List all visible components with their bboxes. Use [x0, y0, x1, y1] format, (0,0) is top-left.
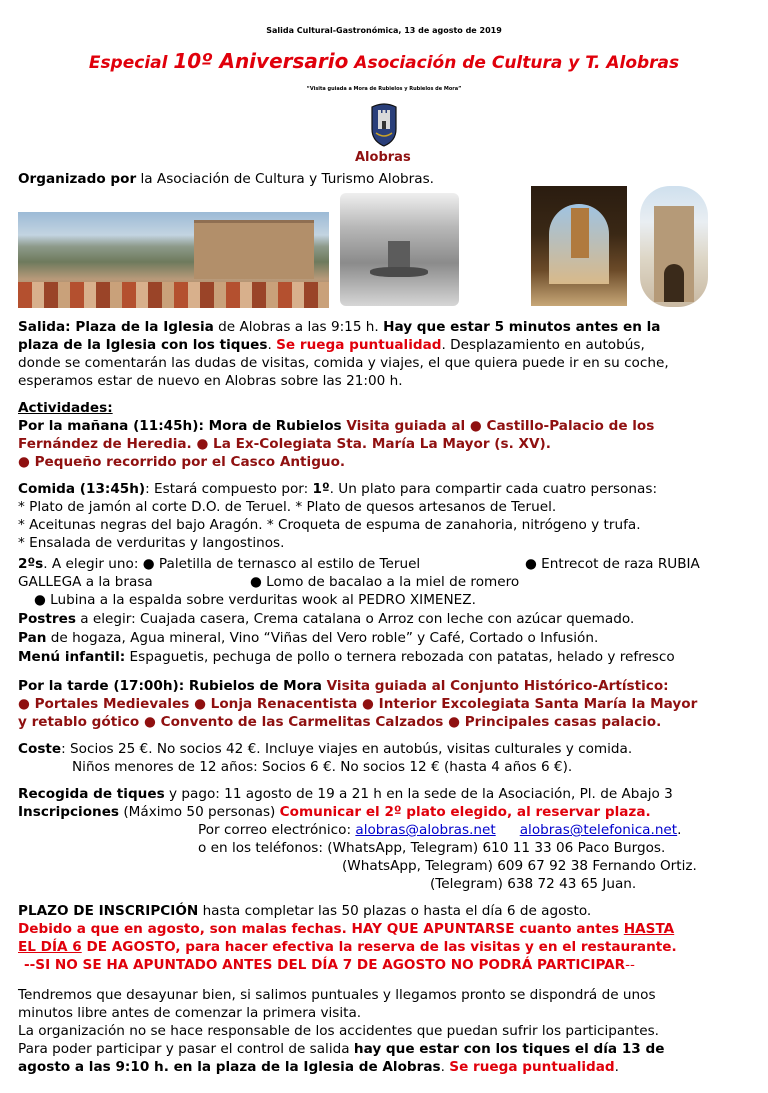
- pickup-text: y pago: 11 agosto de 19 a 21 h en la sede de la Asociación, Pl. de Abajo 3: [164, 786, 673, 802]
- second-course-line-1: [18, 555, 420, 573]
- arrive-early-note: Hay que estar 5 minutos antes en la: [383, 319, 661, 335]
- dessert-text: a elegir: Cuajada casera, Crema catalana o Arroz con leche con azúcar quemado.: [75, 611, 635, 627]
- closing-punctuality: Se ruega puntualidad: [449, 1059, 615, 1075]
- closing-meeting: agosto a las 9:10 h. en la plaza de la Iglesia de Alobras: [18, 1059, 441, 1075]
- closing-line-2: minutos libre antes de comenzar la primera visita.: [18, 1005, 362, 1021]
- dessert-line: [18, 610, 634, 628]
- meal-line-4: * Ensalada de verduritas y langostinos.: [18, 535, 285, 551]
- special-prefix: Especial: [88, 53, 174, 73]
- cost-line-1: [18, 740, 632, 758]
- email-line: [198, 821, 681, 839]
- anniversary-text: 10º Aniversario: [173, 49, 349, 73]
- departure-line-4: esperamos estar de nuevo en Alobras sobre las 21:00 h.: [18, 373, 403, 389]
- registration-label: Inscripciones: [18, 804, 120, 820]
- deadline-line-4: [24, 956, 635, 974]
- pickup-label: Recogida de tiques: [18, 786, 165, 802]
- phone-line-1: o en los teléfonos: (WhatsApp, Telegram) 610 11 33 06 Paco Burgos.: [198, 840, 666, 856]
- organizer-text: la Asociación de Cultura y Turismo Alobras.: [136, 171, 434, 187]
- kids-menu-label: Menú infantil:: [18, 649, 126, 665]
- email-link-2[interactable]: alobras@telefonica.net: [519, 822, 678, 838]
- cost-label: Coste: [18, 741, 62, 757]
- association-text: Asociación de Cultura y T. Alobras: [348, 53, 680, 73]
- kids-menu-line: [18, 648, 675, 666]
- morning-label: Por la mañana (11:45h): Mora de Rubielos: [18, 418, 347, 434]
- cost-line-2: Niños menores de 12 años: Socios 6 €. No socios 12 € (hasta 4 años 6 €).: [72, 759, 573, 775]
- registration-note: Comunicar el 2º plato elegido, al reservar plaza.: [279, 804, 651, 820]
- afternoon-line-2: ● Portales Medievales ● Lonja Renacentista ● Interior Excolegiata Santa María la Mayor: [18, 696, 698, 712]
- punctuality-note: Se ruega puntualidad: [276, 337, 442, 353]
- deadline-dash: --: [625, 957, 635, 973]
- fountain-photo: [340, 193, 459, 306]
- deadline-line-3: [18, 938, 677, 956]
- closing-tickets: hay que estar con los tiques el día 13 de: [353, 1041, 665, 1057]
- tower-gate-photo: [640, 186, 708, 307]
- closing-line-4: [18, 1040, 664, 1058]
- bread-label: Pan: [18, 630, 47, 646]
- organizer-line: [18, 170, 434, 188]
- kids-menu-text: Espaguetis, pechuga de pollo o ternera rebozada con patatas, helado y refresco: [125, 649, 675, 665]
- meal-label: Comida (13:45h): [18, 481, 146, 497]
- first-course-label: 1º: [312, 481, 330, 497]
- morning-line-3: ● Pequeño recorrido por el Casco Antiguo.: [18, 454, 346, 470]
- closing-line-3: La organización no se hace responsable de los accidentes que puedan sufrir los participantes.: [18, 1023, 659, 1039]
- afternoon-line-1: [18, 677, 669, 695]
- closing-line-1: Tendremos que desayunar bien, si salimos puntuales y llegamos pronto se dispondrá de unos: [18, 987, 656, 1003]
- closing-end: .: [614, 1059, 619, 1075]
- phone-line-2: (WhatsApp, Telegram) 609 67 92 38 Fernando Ortiz.: [342, 858, 697, 874]
- deadline-label: PLAZO DE INSCRIPCIÓN: [18, 903, 199, 919]
- departure-line-2: [18, 336, 645, 354]
- meal-intro: : Estará compuesto por:: [145, 481, 313, 497]
- departure-tickets: plaza de la Iglesia con los tiques: [18, 337, 268, 353]
- mora-castle-photo: [18, 212, 329, 308]
- deadline-warning: Debido a que en agosto, son malas fechas. HAY QUE APUNTARSE cuanto antes: [18, 921, 624, 937]
- departure-line-1: [18, 318, 660, 336]
- deadline-day: EL DÍA 6: [18, 939, 82, 955]
- deadline-line-1: [18, 902, 591, 920]
- bread-text: de hogaza, Agua mineral, Vino “Viñas del Vero roble” y Café, Cortado o Infusión.: [46, 630, 599, 646]
- departure-time: de Alobras a las 9:15 h.: [213, 319, 384, 335]
- closing-control: Para poder participar y pasar el control de salida: [18, 1041, 354, 1057]
- registration-max: (Máximo 50 personas): [119, 804, 280, 820]
- departure-line-3: donde se comentarán las dudas de visitas, comida y viajes, el que quiera puede ir en su coche,: [18, 355, 669, 371]
- closing-line-5: [18, 1058, 619, 1076]
- second-course-option-3: ● Lomo de bacalao a la miel de romero: [250, 574, 520, 590]
- pickup-line: [18, 785, 673, 803]
- deadline-cutoff: --SI NO SE HA APUNTADO ANTES DEL DÍA 7 DE AGOSTO NO PODRÁ PARTICIPAR: [24, 957, 626, 973]
- anniversary-line: [0, 48, 768, 82]
- deadline-text: hasta completar las 50 plazas o hasta el día 6 de agosto.: [198, 903, 592, 919]
- arcade-photo: [531, 186, 627, 306]
- dessert-label: Postres: [18, 611, 76, 627]
- deadline-reservation: DE AGOSTO, para hacer efectiva la reserva de las visitas y en el restaurante.: [81, 939, 677, 955]
- second-course-label: 2ºs: [18, 556, 44, 572]
- cost-text: : Socios 25 €. No socios 42 €. Incluye viajes en autobús, visitas culturales y comida.: [61, 741, 633, 757]
- meal-line-3: * Aceitunas negras del bajo Aragón. * Croqueta de espuma de zanahoria, nitrógeno y trufa.: [18, 517, 641, 533]
- morning-line-2: Fernández de Heredia. ● La Ex-Colegiata Sta. María La Mayor (s. XV).: [18, 436, 551, 452]
- departure-sep: .: [267, 337, 277, 353]
- morning-visit: Visita guiada al ● Castillo-Palacio de los: [346, 418, 655, 434]
- registration-line: [18, 803, 651, 821]
- second-course-option-1: . A elegir uno: ● Paletilla de ternasco al estilo de Teruel: [43, 556, 421, 572]
- page-title: Salida Cultural-Gastronómica, 13 de agosto de 2019: [266, 26, 502, 35]
- logo-caption: Alobras: [355, 150, 411, 165]
- afternoon-line-3: y retablo gótico ● Convento de las Carmelitas Calzados ● Principales casas palacio.: [18, 714, 662, 730]
- bread-line: [18, 629, 598, 647]
- second-course-option-2: ● Entrecot de raza RUBIA: [525, 556, 700, 572]
- email-label: Por correo electrónico:: [198, 822, 356, 838]
- phone-line-3: (Telegram) 638 72 43 65 Juan.: [430, 876, 637, 892]
- email-link-1[interactable]: alobras@alobras.net: [355, 822, 496, 838]
- afternoon-visit: Visita guiada al Conjunto Histórico-Artístico:: [326, 678, 669, 694]
- email-end: .: [677, 822, 682, 838]
- deadline-line-2: [18, 920, 674, 938]
- first-course-note: . Un plato para compartir cada cuatro personas:: [329, 481, 658, 497]
- second-course-line-2: GALLEGA a la brasa: [18, 574, 153, 590]
- activities-heading: Actividades:: [18, 400, 113, 416]
- subtitle: “Visita guiada a Mora de Rubielos y Rubielos de Mora”: [306, 86, 462, 92]
- departure-place: Salida: Plaza de la Iglesia: [18, 319, 214, 335]
- meal-line-1: [18, 480, 657, 498]
- deadline-hasta: HASTA: [623, 921, 675, 937]
- meal-line-2: * Plato de jamón al corte D.O. de Teruel. * Plato de quesos artesanos de Teruel.: [18, 499, 557, 515]
- organizer-label: Organizado por: [18, 171, 137, 187]
- closing-sep: .: [440, 1059, 450, 1075]
- coat-of-arms-logo: [366, 101, 402, 147]
- bus-note: . Desplazamiento en autobús,: [441, 337, 645, 353]
- second-course-option-4: ● Lubina a la espalda sobre verduritas wook al PEDRO XIMENEZ.: [34, 592, 476, 608]
- morning-line-1: [18, 417, 654, 435]
- afternoon-label: Por la tarde (17:00h): Rubielos de Mora: [18, 678, 327, 694]
